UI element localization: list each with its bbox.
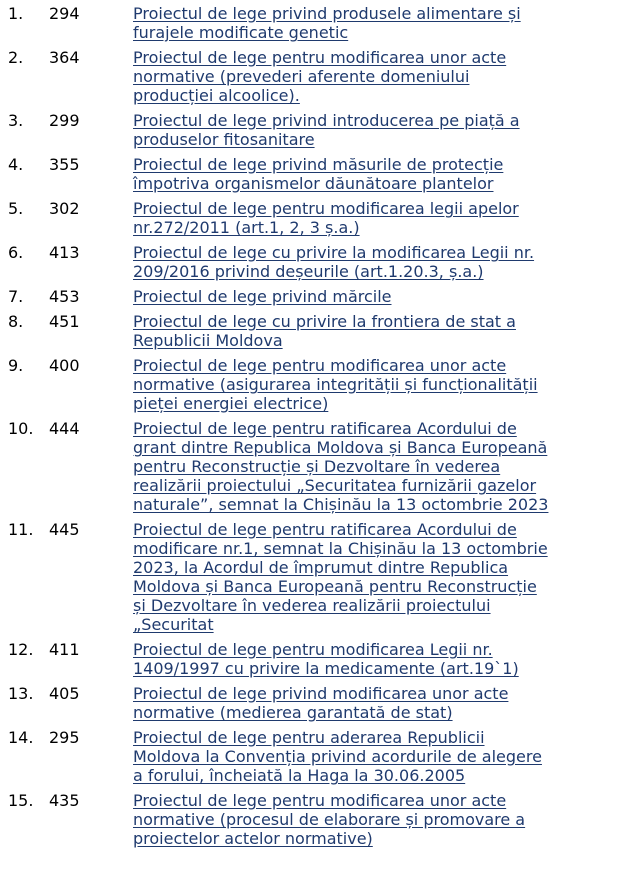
bill-link[interactable]: Proiectul de lege privind mărcile [133, 287, 392, 306]
item-number: 2. [8, 48, 24, 67]
item-number: 8. [8, 312, 24, 331]
bill-link[interactable]: Proiectul de lege pentru modificarea unor acte normative (prevederi aferente domeniului producției alcoolice). [133, 48, 507, 105]
item-code: 400 [49, 356, 80, 375]
bill-link[interactable]: Proiectul de lege privind produsele alimentare și furajele modificate genetic [133, 4, 521, 42]
item-code: 413 [49, 243, 80, 262]
list-item [0, 684, 624, 722]
bill-link[interactable]: Proiectul de lege privind modificarea unor acte normative (medierea garantată de stat) [133, 684, 509, 722]
bill-link[interactable]: Proiectul de lege privind măsurile de protecție împotriva organismelor dăunătoare plantelor [133, 155, 504, 193]
list-item [0, 199, 624, 237]
item-number: 4. [8, 155, 24, 174]
bill-link[interactable]: Proiectul de lege pentru ratificarea Acordului de grant dintre Republica Moldova și Banca Europeană pentru Reconstrucție și Dezvoltare în vederea realizării proiectului „Securitatea furnizării gazelor naturale”, semnat la Chișinău la 13 octombrie 2023 [133, 419, 549, 514]
item-code: 355 [49, 155, 80, 174]
item-number: 9. [8, 356, 24, 375]
item-number: 7. [8, 287, 24, 306]
item-code: 294 [49, 4, 80, 23]
list-item [0, 728, 624, 785]
list-item [0, 4, 624, 42]
item-number: 15. [8, 791, 34, 810]
item-number: 14. [8, 728, 34, 747]
list-item [0, 640, 624, 678]
list-item [0, 155, 624, 193]
list-item [0, 287, 624, 306]
bill-link[interactable]: Proiectul de lege pentru ratificarea Acordului de modificare nr.1, semnat la Chișinău la 13 octombrie 2023, la Acordul de împrumut dintre Republica Moldova și Banca Europeană pentru Reconstrucție și Dezvoltare în vederea realizării proiectului „Securitat [133, 520, 548, 634]
item-code: 444 [49, 419, 80, 438]
item-code: 445 [49, 520, 80, 539]
item-number: 1. [8, 4, 24, 23]
item-code: 302 [49, 199, 80, 218]
list-item [0, 111, 624, 149]
bill-link[interactable]: Proiectul de lege pentru aderarea Republicii Moldova la Convenția privind acordurile de alegere a forului, încheiată la Haga la 30.06.2005 [133, 728, 542, 785]
list-item [0, 48, 624, 105]
list-item [0, 791, 624, 848]
list-item [0, 419, 624, 514]
item-number: 13. [8, 684, 34, 703]
item-number: 11. [8, 520, 34, 539]
bill-link[interactable]: Proiectul de lege cu privire la modificarea Legii nr. 209/2016 privind deșeurile (art.1.20.3, ș.a.) [133, 243, 535, 281]
item-number: 12. [8, 640, 34, 659]
list-item [0, 356, 624, 413]
list-item [0, 520, 624, 634]
bill-link[interactable]: Proiectul de lege privind introducerea pe piață a produselor fitosanitare [133, 111, 520, 149]
list-item [0, 243, 624, 281]
item-code: 405 [49, 684, 80, 703]
item-code: 435 [49, 791, 80, 810]
item-code: 453 [49, 287, 80, 306]
bill-link[interactable]: Proiectul de lege pentru modificarea unor acte normative (procesul de elaborare și promovare a proiectelor actelor normative) [133, 791, 526, 848]
item-code: 364 [49, 48, 80, 67]
item-number: 6. [8, 243, 24, 262]
bill-link[interactable]: Proiectul de lege cu privire la frontiera de stat a Republicii Moldova [133, 312, 516, 350]
bill-link[interactable]: Proiectul de lege pentru modificarea unor acte normative (asigurarea integrității și funcționalității pieței energiei electrice) [133, 356, 538, 413]
item-code: 411 [49, 640, 80, 659]
item-code: 295 [49, 728, 80, 747]
list-item [0, 312, 624, 350]
bill-link[interactable]: Proiectul de lege pentru modificarea Legii nr. 1409/1997 cu privire la medicamente (art.19`1) [133, 640, 519, 678]
item-number: 3. [8, 111, 24, 130]
item-number: 10. [8, 419, 34, 438]
bill-link[interactable]: Proiectul de lege pentru modificarea legii apelor nr.272/2011 (art.1, 2, 3 ș.a.) [133, 199, 519, 237]
item-code: 299 [49, 111, 80, 130]
item-code: 451 [49, 312, 80, 331]
item-number: 5. [8, 199, 24, 218]
